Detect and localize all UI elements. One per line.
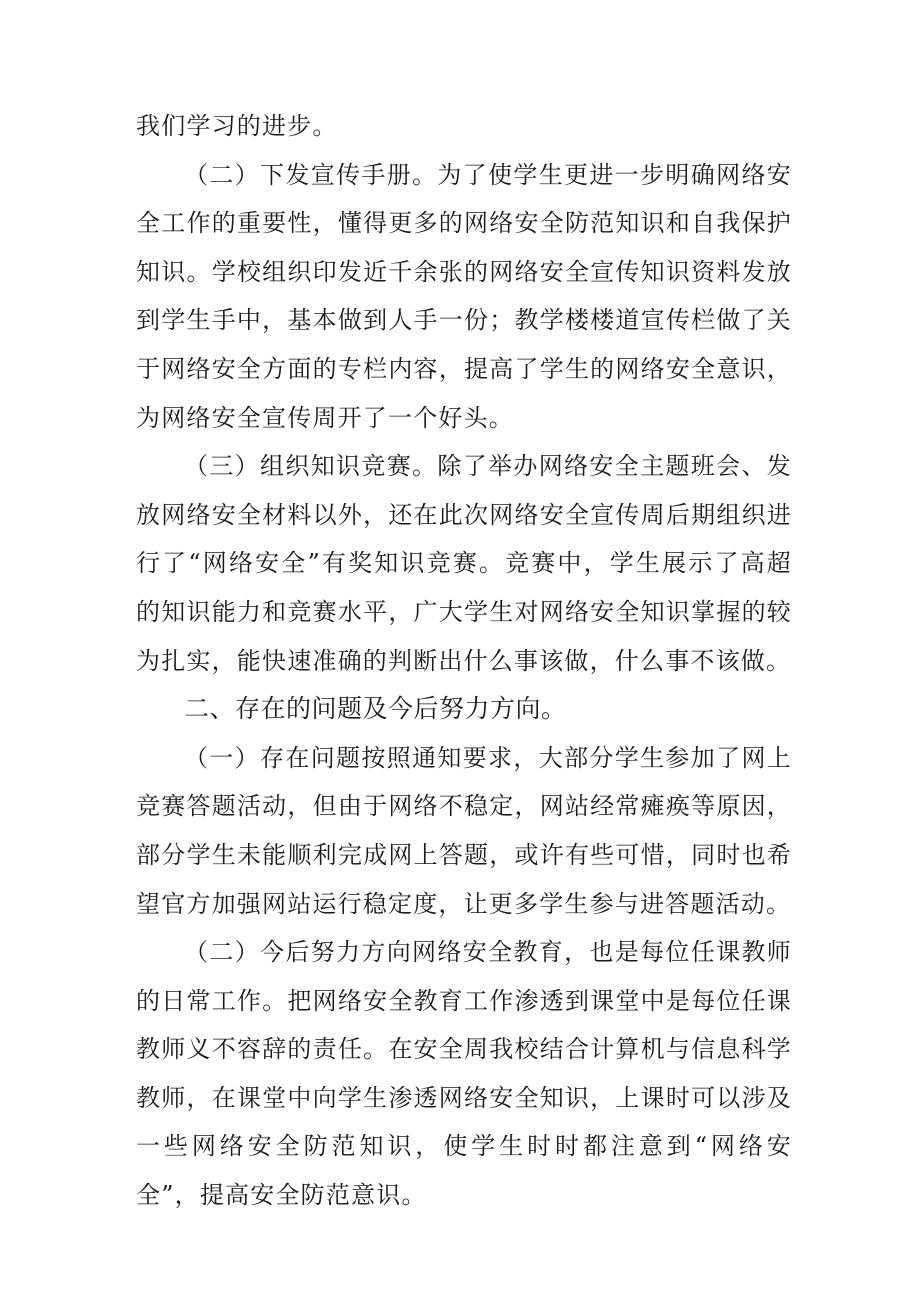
paragraph-future-direction: （二）今后努力方向网络安全教育，也是每位任课教师的日常工作。把网络安全教育工作渗透到课堂中是每位任课教师义不容辞的责任。在安全周我校结合计算机与信息科学教师，在课堂中向学生渗透网络安全知识，上课时可以涉及一些网络安全防范知识，使学生时时都注意到“网络安全”，提高安全防范意识。 [136, 938, 792, 1210]
document-body [136, 102, 792, 1220]
paragraph-continuation: 我们学习的进步。 [136, 112, 338, 140]
paragraph-contest: （三）组织知识竞赛。除了举办网络安全主题班会、发放网络安全材料以外，还在此次网络安全宣传周后期组织进行了“网络安全”有奖知识竞赛。竞赛中，学生展示了高超的知识能力和竞赛水平，广大学生对网络安全知识掌握的较为扎实，能快速准确的判断出什么事该做，什么事不该做。 [136, 452, 792, 675]
paragraph-problems: （一）存在问题按照通知要求，大部分学生参加了网上竞赛答题活动，但由于网络不稳定，网站经常瘫痪等原因，部分学生未能顺利完成网上答题，或许有些可惜，同时也希望官方加强网站运行稳定度，让更多学生参与进答题活动。 [136, 743, 792, 918]
paragraph-brochure: （二）下发宣传手册。为了使学生更进一步明确网络安全工作的重要性，懂得更多的网络安全防范知识和自我保护知识。学校组织印发近千余张的网络安全宣传知识资料发放到学生手中，基本做到人手一份；教学楼楼道宣传栏做了关于网络安全方面的专栏内容，提高了学生的网络安全意识，为网络安全宣传周开了一个好头。 [136, 160, 792, 432]
section-heading: 二、存在的问题及今后努力方向。 [184, 694, 567, 724]
